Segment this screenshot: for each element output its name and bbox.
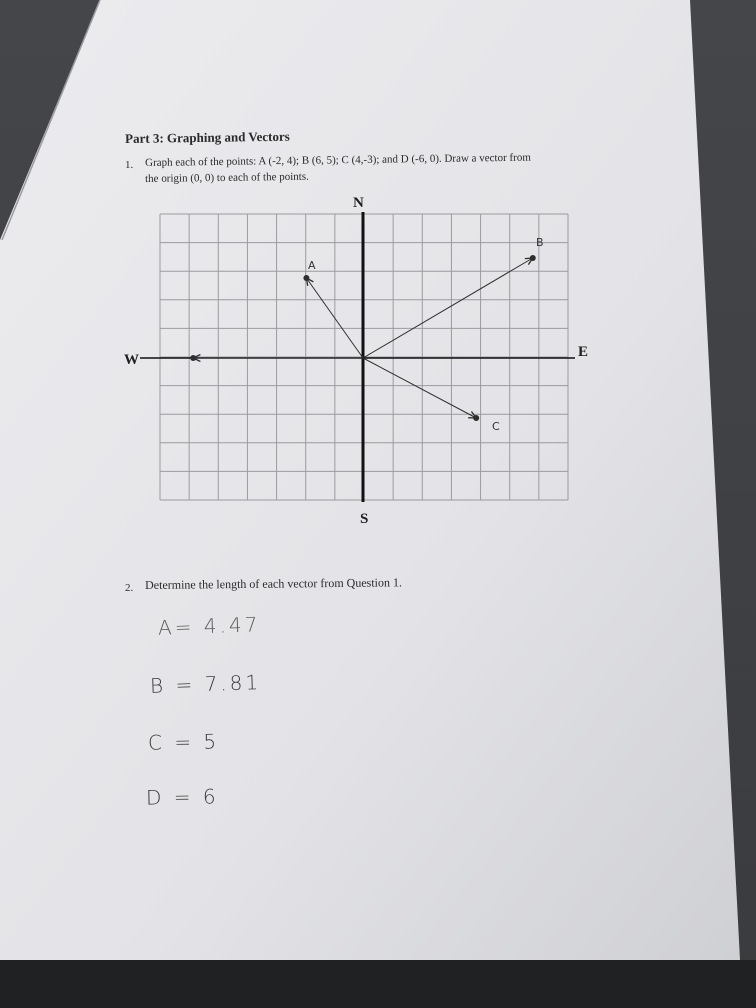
answer-d: D = 6 xyxy=(145,784,219,810)
point-label-c: C xyxy=(492,420,500,433)
question1-text-line2: the origin (0, 0) to each of the points. xyxy=(145,170,309,185)
answer-c: C = 5 xyxy=(147,729,220,755)
east-label: E xyxy=(578,344,589,360)
point-a xyxy=(303,275,309,281)
question1-text-line1: Graph each of the points: A (-2, 4); B (6, 5); C (4,-3); and D (-6, 0). Draw a vector from xyxy=(145,151,531,169)
north-label: N xyxy=(353,195,364,211)
question1-number: 1. xyxy=(125,159,134,171)
south-label: S xyxy=(360,511,369,527)
point-label-a: A xyxy=(308,259,316,272)
table-edge xyxy=(0,960,756,1008)
point-d xyxy=(190,355,196,361)
point-b xyxy=(530,255,536,261)
answer-b: B = 7.81 xyxy=(149,670,262,698)
point-c xyxy=(473,415,479,421)
question2-text: Determine the length of each vector from Question 1. xyxy=(145,575,403,592)
section-title: Part 3: Graphing and Vectors xyxy=(125,128,290,146)
answer-a: A= 4.47 xyxy=(157,612,261,640)
west-label: W xyxy=(124,352,139,368)
point-label-b: B xyxy=(536,236,544,249)
question2-number: 2. xyxy=(125,582,134,594)
